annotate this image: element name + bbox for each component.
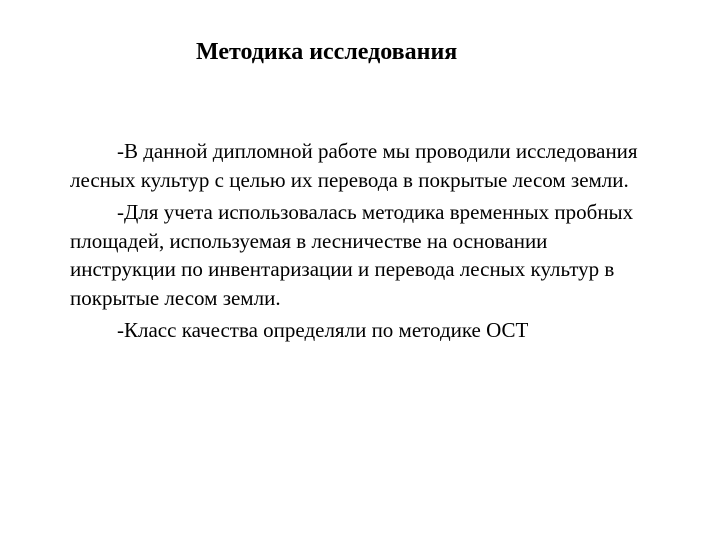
- paragraph: -В данной дипломной работе мы проводили исследования лесных культур с целью их перевода в покрытые лесом земли.: [70, 139, 638, 192]
- slide-body: [70, 137, 650, 349]
- paragraph: -Класс качества определяли по методике ОСТ: [117, 318, 529, 342]
- slide-title: Методика исследования: [196, 39, 458, 65]
- paragraph: -Для учета использовалась методика временных пробных площадей, используемая в лесничестве на основании инструкции по инвентаризации и перевода лесных культур в покрытые лесом земли.: [70, 200, 634, 310]
